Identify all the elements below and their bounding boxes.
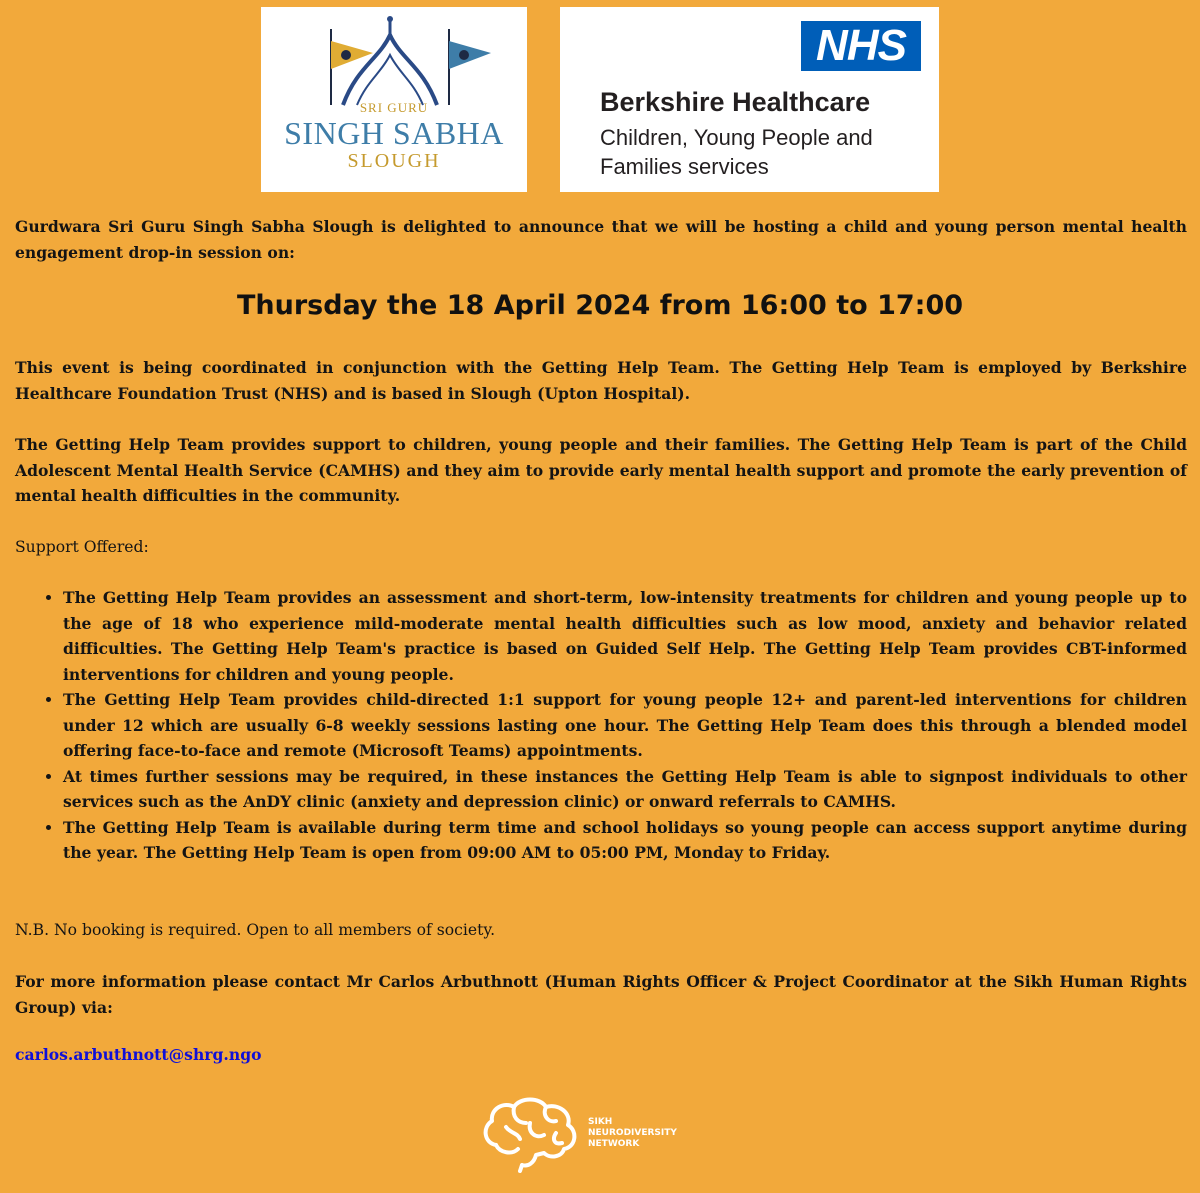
network-logo-text	[588, 1117, 677, 1150]
list-item: • The Getting Help Team is available during term time and school holidays so young people can access support anytime during the year. The Getting Help Team is open from 09:00 AM to 05:00 PM, Monday to Friday.	[63, 815, 1187, 866]
event-date-heading: Thursday the 18 April 2024 from 16:00 to 17:00	[236, 290, 964, 321]
nhs-subtitle-line2: Families services	[600, 154, 769, 179]
support-heading: Support Offered:	[15, 538, 149, 556]
gurdwara-logo-line3: SLOUGH	[347, 150, 441, 172]
network-logo-line2: NEURODIVERSITY	[588, 1128, 677, 1138]
list-item: • The Getting Help Team provides child-directed 1:1 support for young people 12+ and parent-led interventions for children under 12 which are usually 6-8 weekly sessions lasting one hour. The Getting Help Team does this through a blended model offering face-to-face and remote (Microsoft Teams) appointments.	[63, 687, 1187, 764]
gurdwara-logo-line2: SINGH SABHA	[284, 115, 504, 151]
gurdwara-dome-icon	[261, 7, 527, 107]
brain-icon	[478, 1093, 583, 1173]
network-logo-line1: SIKH	[588, 1117, 613, 1127]
gurdwara-logo-line1: SRI GURU	[359, 100, 429, 115]
nb-note: N.B. No booking is required. Open to all members of society.	[15, 921, 496, 939]
contact-paragraph: For more information please contact Mr Carlos Arbuthnott (Human Rights Officer & Project Coordinator at the Sikh Human Rights Group) via:	[15, 972, 1187, 1017]
nhs-logo	[560, 7, 939, 192]
network-logo	[478, 1093, 728, 1173]
team-description-paragraph: The Getting Help Team provides support to children, young people and their families. The Getting Help Team is part of the Child Adolescent Mental Health Service (CAMHS) and they aim to provide early mental health support and promote the early prevention of mental health difficulties in the community.	[15, 435, 1187, 505]
nhs-subtitle	[600, 123, 930, 181]
gurdwara-logo	[261, 7, 527, 192]
coordination-paragraph: This event is being coordinated in conjunction with the Getting Help Team. The Getting Help Team is employed by Berkshire Healthcare Foundation Trust (NHS) and is based in Slough (Upton Hospital).	[15, 358, 1187, 403]
list-item: • At times further sessions may be required, in these instances the Getting Help Team is able to signpost individuals to other services such as the AnDY clinic (anxiety and depression clinic) or onward referrals to CAMHS.	[63, 764, 1187, 815]
list-item: • The Getting Help Team provides an assessment and short-term, low-intensity treatments for children and young people up to the age of 18 who experience mild-moderate mental health difficulties such as low mood, anxiety and behavior related difficulties. The Getting Help Team's practice is based on Guided Self Help. The Getting Help Team provides CBT-informed interventions for children and young people.	[63, 585, 1187, 687]
nhs-badge: NHS	[801, 21, 921, 71]
nhs-subtitle-line1: Children, Young People and	[600, 125, 873, 150]
network-logo-line3: NETWORK	[588, 1139, 640, 1149]
email-link[interactable]: carlos.arbuthnott@shrg.ngo	[15, 1045, 262, 1064]
support-list	[15, 585, 1187, 866]
intro-paragraph: Gurdwara Sri Guru Singh Sabha Slough is delighted to announce that we will be hosting a child and young person mental health engagement drop-in session on:	[15, 217, 1187, 262]
nhs-org-name: Berkshire Healthcare	[600, 87, 871, 117]
